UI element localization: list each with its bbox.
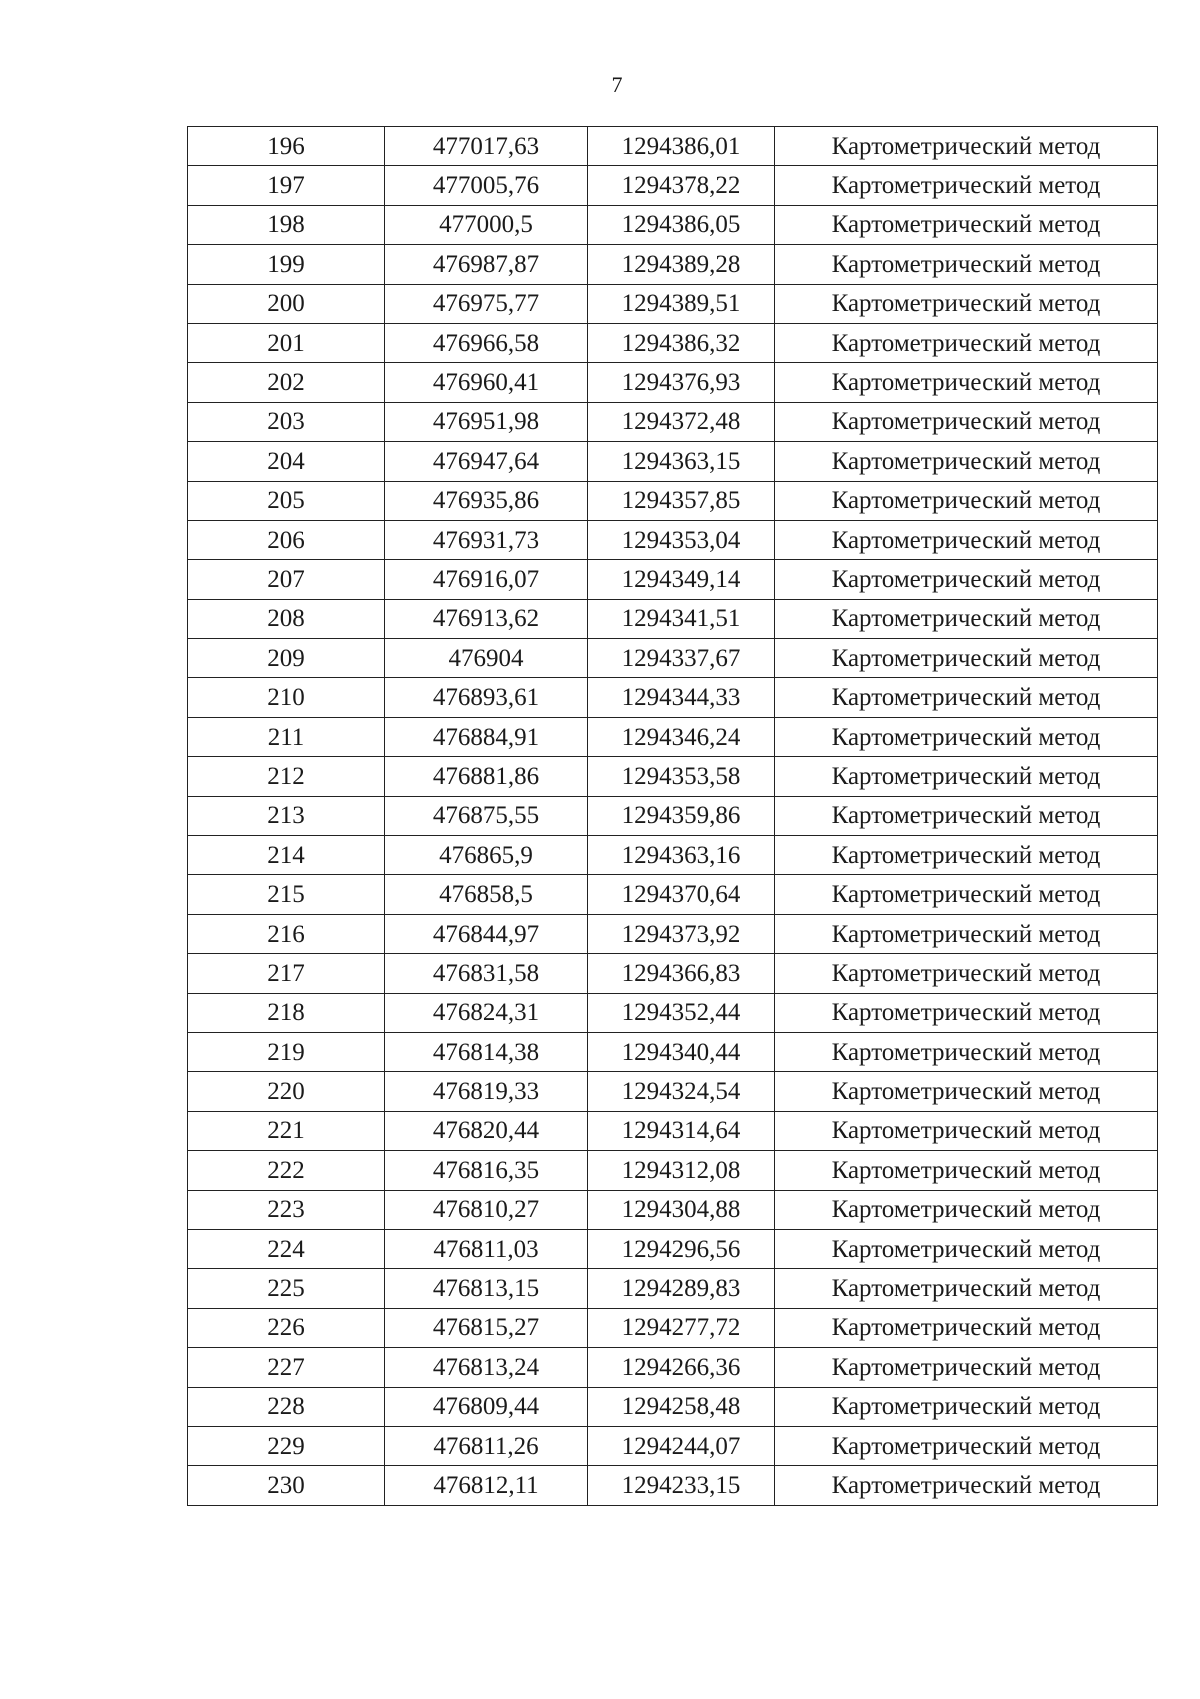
x-coordinate-cell: 476811,26 (385, 1426, 588, 1465)
method-cell: Картометрический метод (775, 402, 1158, 441)
y-coordinate-cell: 1294266,36 (588, 1348, 775, 1387)
table-row (188, 481, 1158, 520)
y-coordinate-cell: 1294244,07 (588, 1426, 775, 1465)
x-coordinate-cell: 476814,38 (385, 1032, 588, 1071)
point-number-cell: 228 (188, 1387, 385, 1426)
point-number-cell: 201 (188, 323, 385, 362)
method-cell: Картометрический метод (775, 284, 1158, 323)
table-row (188, 678, 1158, 717)
method-cell: Картометрический метод (775, 599, 1158, 638)
y-coordinate-cell: 1294363,15 (588, 442, 775, 481)
point-number-cell: 222 (188, 1151, 385, 1190)
y-coordinate-cell: 1294337,67 (588, 639, 775, 678)
table-row (188, 1308, 1158, 1347)
point-number-cell: 200 (188, 284, 385, 323)
table-row (188, 1190, 1158, 1229)
table-row (188, 954, 1158, 993)
method-cell: Картометрический метод (775, 245, 1158, 284)
point-number-cell: 198 (188, 205, 385, 244)
y-coordinate-cell: 1294373,92 (588, 914, 775, 953)
x-coordinate-cell: 476893,61 (385, 678, 588, 717)
method-cell: Картометрический метод (775, 363, 1158, 402)
x-coordinate-cell: 476815,27 (385, 1308, 588, 1347)
point-number-cell: 196 (188, 127, 385, 166)
method-cell: Картометрический метод (775, 717, 1158, 756)
method-cell: Картометрический метод (775, 639, 1158, 678)
x-coordinate-cell: 477017,63 (385, 127, 588, 166)
y-coordinate-cell: 1294378,22 (588, 166, 775, 205)
table-row (188, 1032, 1158, 1071)
x-coordinate-cell: 476813,24 (385, 1348, 588, 1387)
point-number-cell: 202 (188, 363, 385, 402)
y-coordinate-cell: 1294340,44 (588, 1032, 775, 1071)
x-coordinate-cell: 476813,15 (385, 1269, 588, 1308)
x-coordinate-cell: 476931,73 (385, 520, 588, 559)
y-coordinate-cell: 1294353,04 (588, 520, 775, 559)
method-cell: Картометрический метод (775, 914, 1158, 953)
y-coordinate-cell: 1294366,83 (588, 954, 775, 993)
x-coordinate-cell: 477005,76 (385, 166, 588, 205)
point-number-cell: 207 (188, 560, 385, 599)
point-number-cell: 226 (188, 1308, 385, 1347)
point-number-cell: 208 (188, 599, 385, 638)
table-row (188, 914, 1158, 953)
point-number-cell: 197 (188, 166, 385, 205)
coordinates-table-body (188, 127, 1158, 1506)
x-coordinate-cell: 477000,5 (385, 205, 588, 244)
method-cell: Картометрический метод (775, 560, 1158, 599)
method-cell: Картометрический метод (775, 678, 1158, 717)
y-coordinate-cell: 1294344,33 (588, 678, 775, 717)
point-number-cell: 220 (188, 1072, 385, 1111)
y-coordinate-cell: 1294324,54 (588, 1072, 775, 1111)
method-cell: Картометрический метод (775, 1032, 1158, 1071)
table-row (188, 639, 1158, 678)
method-cell: Картометрический метод (775, 205, 1158, 244)
method-cell: Картометрический метод (775, 1151, 1158, 1190)
x-coordinate-cell: 476913,62 (385, 599, 588, 638)
x-coordinate-cell: 476811,03 (385, 1229, 588, 1268)
method-cell: Картометрический метод (775, 836, 1158, 875)
method-cell: Картометрический метод (775, 520, 1158, 559)
method-cell: Картометрический метод (775, 1387, 1158, 1426)
y-coordinate-cell: 1294304,88 (588, 1190, 775, 1229)
method-cell: Картометрический метод (775, 1229, 1158, 1268)
table-row (188, 323, 1158, 362)
point-number-cell: 219 (188, 1032, 385, 1071)
x-coordinate-cell: 476810,27 (385, 1190, 588, 1229)
method-cell: Картометрический метод (775, 875, 1158, 914)
table-row (188, 993, 1158, 1032)
point-number-cell: 227 (188, 1348, 385, 1387)
method-cell: Картометрический метод (775, 442, 1158, 481)
point-number-cell: 213 (188, 796, 385, 835)
method-cell: Картометрический метод (775, 1466, 1158, 1505)
table-row (188, 127, 1158, 166)
y-coordinate-cell: 1294386,01 (588, 127, 775, 166)
point-number-cell: 204 (188, 442, 385, 481)
page-number: 7 (611, 72, 623, 97)
table-row (188, 1466, 1158, 1505)
point-number-cell: 212 (188, 757, 385, 796)
x-coordinate-cell: 476987,87 (385, 245, 588, 284)
x-coordinate-cell: 476916,07 (385, 560, 588, 599)
point-number-cell: 203 (188, 402, 385, 441)
point-number-cell: 218 (188, 993, 385, 1032)
x-coordinate-cell: 476816,35 (385, 1151, 588, 1190)
y-coordinate-cell: 1294357,85 (588, 481, 775, 520)
table-row (188, 442, 1158, 481)
y-coordinate-cell: 1294370,64 (588, 875, 775, 914)
y-coordinate-cell: 1294389,51 (588, 284, 775, 323)
x-coordinate-cell: 476858,5 (385, 875, 588, 914)
method-cell: Картометрический метод (775, 1111, 1158, 1150)
y-coordinate-cell: 1294277,72 (588, 1308, 775, 1347)
y-coordinate-cell: 1294346,24 (588, 717, 775, 756)
x-coordinate-cell: 476975,77 (385, 284, 588, 323)
y-coordinate-cell: 1294314,64 (588, 1111, 775, 1150)
table-row (188, 1426, 1158, 1465)
x-coordinate-cell: 476935,86 (385, 481, 588, 520)
method-cell: Картометрический метод (775, 127, 1158, 166)
table-row (188, 1269, 1158, 1308)
method-cell: Картометрический метод (775, 1348, 1158, 1387)
table-row (188, 836, 1158, 875)
x-coordinate-cell: 476875,55 (385, 796, 588, 835)
x-coordinate-cell: 476966,58 (385, 323, 588, 362)
method-cell: Картометрический метод (775, 1308, 1158, 1347)
point-number-cell: 211 (188, 717, 385, 756)
x-coordinate-cell: 476947,64 (385, 442, 588, 481)
table-row (188, 757, 1158, 796)
y-coordinate-cell: 1294296,56 (588, 1229, 775, 1268)
y-coordinate-cell: 1294389,28 (588, 245, 775, 284)
table-row (188, 284, 1158, 323)
method-cell: Картометрический метод (775, 796, 1158, 835)
y-coordinate-cell: 1294359,86 (588, 796, 775, 835)
table-row (188, 717, 1158, 756)
x-coordinate-cell: 476904 (385, 639, 588, 678)
y-coordinate-cell: 1294233,15 (588, 1466, 775, 1505)
y-coordinate-cell: 1294386,05 (588, 205, 775, 244)
y-coordinate-cell: 1294372,48 (588, 402, 775, 441)
y-coordinate-cell: 1294341,51 (588, 599, 775, 638)
x-coordinate-cell: 476824,31 (385, 993, 588, 1032)
point-number-cell: 210 (188, 678, 385, 717)
coordinates-table (187, 126, 1158, 1506)
x-coordinate-cell: 476844,97 (385, 914, 588, 953)
table-row (188, 560, 1158, 599)
method-cell: Картометрический метод (775, 1426, 1158, 1465)
table-row (188, 402, 1158, 441)
point-number-cell: 199 (188, 245, 385, 284)
x-coordinate-cell: 476881,86 (385, 757, 588, 796)
table-row (188, 520, 1158, 559)
point-number-cell: 216 (188, 914, 385, 953)
point-number-cell: 229 (188, 1426, 385, 1465)
x-coordinate-cell: 476960,41 (385, 363, 588, 402)
point-number-cell: 205 (188, 481, 385, 520)
table-row (188, 166, 1158, 205)
y-coordinate-cell: 1294289,83 (588, 1269, 775, 1308)
method-cell: Картометрический метод (775, 166, 1158, 205)
method-cell: Картометрический метод (775, 993, 1158, 1032)
table-row (188, 875, 1158, 914)
x-coordinate-cell: 476831,58 (385, 954, 588, 993)
point-number-cell: 224 (188, 1229, 385, 1268)
x-coordinate-cell: 476819,33 (385, 1072, 588, 1111)
method-cell: Картометрический метод (775, 1072, 1158, 1111)
x-coordinate-cell: 476951,98 (385, 402, 588, 441)
point-number-cell: 217 (188, 954, 385, 993)
point-number-cell: 230 (188, 1466, 385, 1505)
y-coordinate-cell: 1294363,16 (588, 836, 775, 875)
x-coordinate-cell: 476820,44 (385, 1111, 588, 1150)
point-number-cell: 223 (188, 1190, 385, 1229)
table-row (188, 796, 1158, 835)
table-row (188, 1348, 1158, 1387)
y-coordinate-cell: 1294376,93 (588, 363, 775, 402)
table-row (188, 599, 1158, 638)
y-coordinate-cell: 1294353,58 (588, 757, 775, 796)
point-number-cell: 209 (188, 639, 385, 678)
method-cell: Картометрический метод (775, 1190, 1158, 1229)
point-number-cell: 215 (188, 875, 385, 914)
x-coordinate-cell: 476812,11 (385, 1466, 588, 1505)
table-row (188, 363, 1158, 402)
method-cell: Картометрический метод (775, 757, 1158, 796)
table-row (188, 1151, 1158, 1190)
method-cell: Картометрический метод (775, 481, 1158, 520)
y-coordinate-cell: 1294352,44 (588, 993, 775, 1032)
y-coordinate-cell: 1294349,14 (588, 560, 775, 599)
x-coordinate-cell: 476884,91 (385, 717, 588, 756)
table-row (188, 1229, 1158, 1268)
method-cell: Картометрический метод (775, 954, 1158, 993)
table-row (188, 245, 1158, 284)
y-coordinate-cell: 1294258,48 (588, 1387, 775, 1426)
table-row (188, 1111, 1158, 1150)
point-number-cell: 221 (188, 1111, 385, 1150)
point-number-cell: 214 (188, 836, 385, 875)
table-row (188, 205, 1158, 244)
method-cell: Картометрический метод (775, 1269, 1158, 1308)
table-row (188, 1387, 1158, 1426)
method-cell: Картометрический метод (775, 323, 1158, 362)
y-coordinate-cell: 1294386,32 (588, 323, 775, 362)
point-number-cell: 206 (188, 520, 385, 559)
x-coordinate-cell: 476809,44 (385, 1387, 588, 1426)
table-row (188, 1072, 1158, 1111)
y-coordinate-cell: 1294312,08 (588, 1151, 775, 1190)
point-number-cell: 225 (188, 1269, 385, 1308)
x-coordinate-cell: 476865,9 (385, 836, 588, 875)
